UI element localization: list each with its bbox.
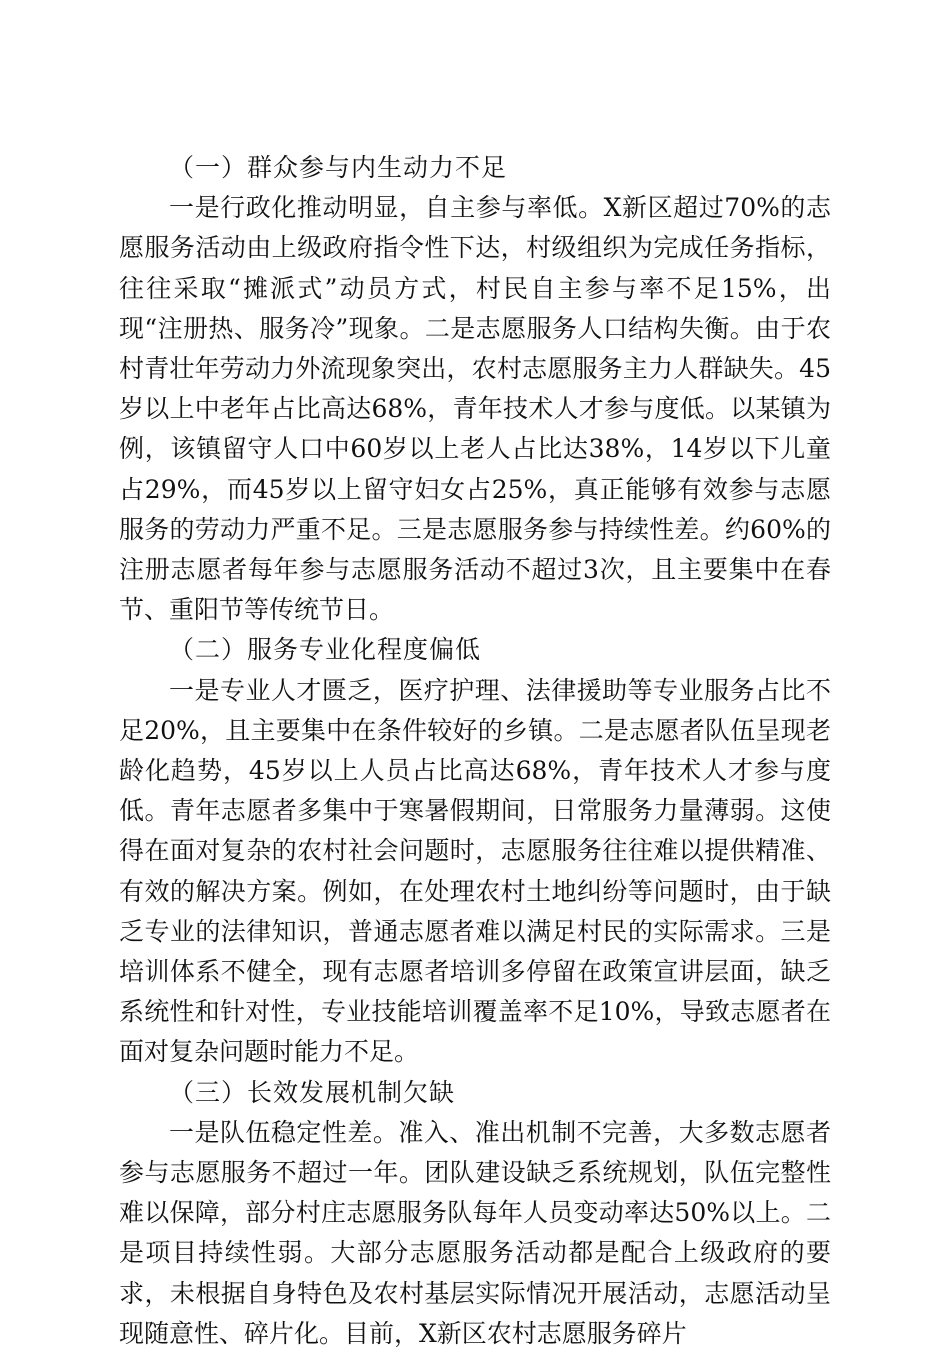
section-paragraph-2: 一是专业人才匮乏，医疗护理、法律援助等专业服务占比不足20%，且主要集中在条件较好的乡镇。二是志愿者队伍呈现老龄化趋势，45岁以上人员占比高达68%，青年技术人才参与度低。青年志愿者多集中于寒暑假期间，日常服务力量薄弱。这使得在面对复杂的农村社会问题时，志愿服务往往难以提供精准、有效的解决方案。例如，在处理农村土地纠纷等问题时，由于缺乏专业的法律知识，普通志愿者难以满足村民的实际需求。三是培训体系不健全，现有志愿者培训多停留在政策宣讲层面，缺乏系统性和针对性，专业技能培训覆盖率不足10%，导致志愿者在面对复杂问题时能力不足。 bbox=[119, 675, 831, 1067]
document-body bbox=[119, 148, 831, 1354]
section-heading-1: （一）群众参与内生动力不足 bbox=[169, 153, 508, 182]
section-heading-2: （二）服务专业化程度偏低 bbox=[169, 635, 482, 665]
section-heading-3: （三）长效发展机制欠缺 bbox=[169, 1077, 456, 1107]
section-paragraph-1: 一是行政化推动明显，自主参与率低。X新区超过70%的志愿服务活动由上级政府指令性下达，村级组织为完成任务指标，往往采取“摊派式”动员方式，村民自主参与率不足15%，出现“注册热、服务冷”现象。二是志愿服务人口结构失衡。由于农村青壮年劳动力外流现象突出，农村志愿服务主力人群缺失。45岁以上中老年占比高达68%，青年技术人才参与度低。以某镇为例，该镇留守人口中60岁以上老人占比达38%，14岁以下儿童占29%，而45岁以上留守妇女占25%，真正能够有效参与志愿服务的劳动力严重不足。三是志愿服务参与持续性差。约60%的注册志愿者每年参与志愿服务活动不超过3次，且主要集中在春节、重阳节等传统节日。 bbox=[119, 193, 831, 625]
section-paragraph-3: 一是队伍稳定性差。准入、准出机制不完善，大多数志愿者参与志愿服务不超过一年。团队建设缺乏系统规划，队伍完整性难以保障，部分村庄志愿服务队每年人员变动率达50%以上。二是项目持续性弱。大部分志愿服务活动都是配合上级政府的要求，未根据自身特色及农村基层实际情况开展活动，志愿活动呈现随意性、碎片化。目前，X新区农村志愿服务碎片 bbox=[119, 1117, 831, 1348]
